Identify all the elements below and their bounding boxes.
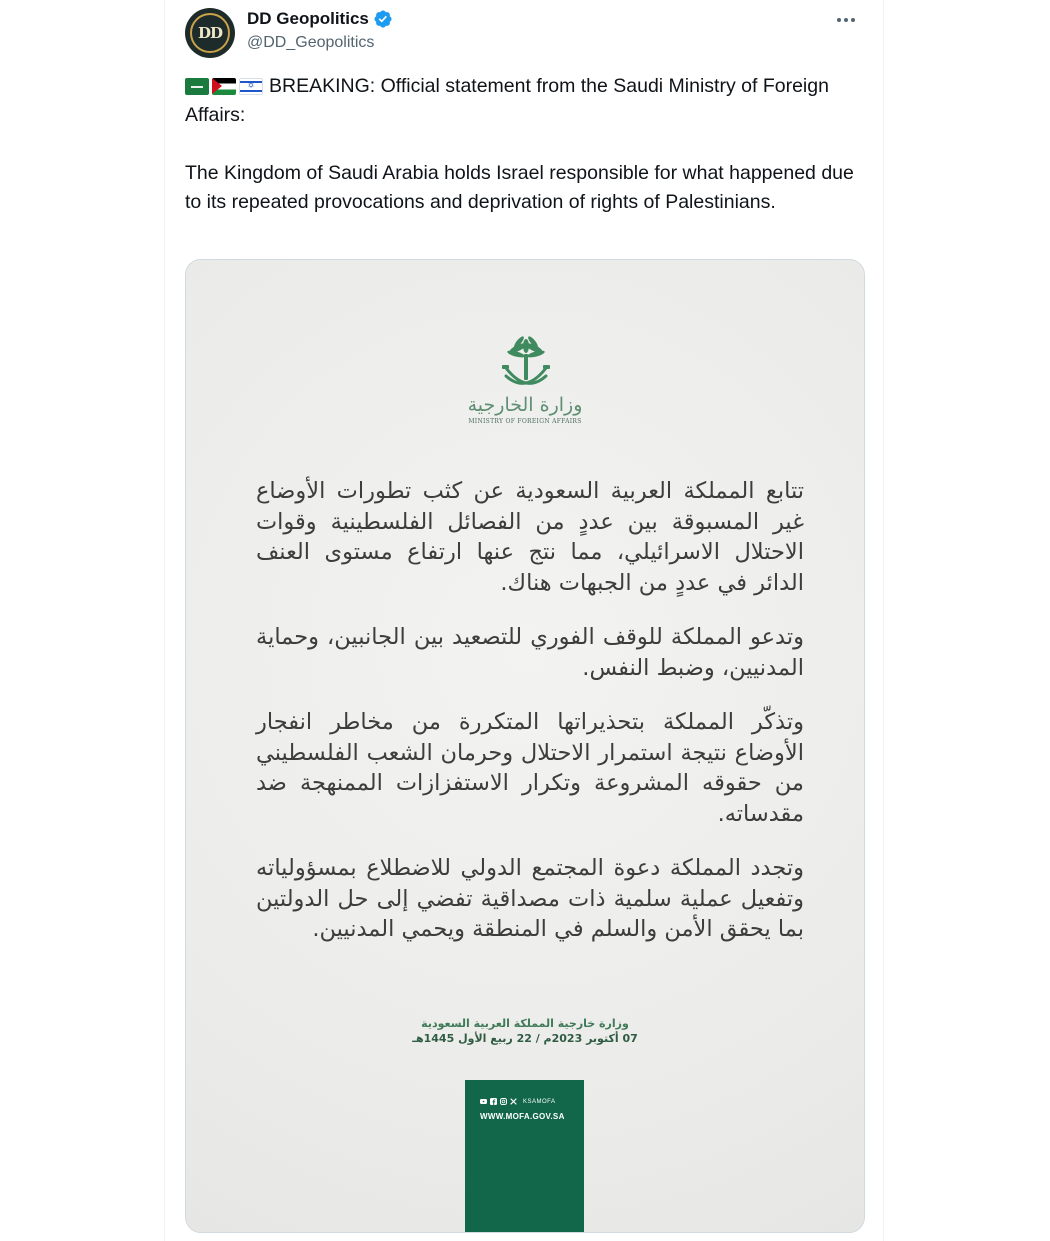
author-display-name[interactable]: DD Geopolitics [247, 9, 369, 28]
facebook-icon [490, 1098, 497, 1105]
saudi-emblem-icon [492, 332, 560, 400]
israel-flag-icon [239, 78, 263, 95]
statement-signature [186, 1016, 864, 1046]
avatar-logo: DD [190, 13, 230, 53]
avatar[interactable] [185, 8, 235, 58]
tweet-card [164, 0, 884, 1241]
more-dot-icon [844, 18, 848, 22]
footer-website: WWW.MOFA.GOV.SA [480, 1112, 565, 1121]
verified-badge-icon [373, 9, 393, 29]
author-name-row[interactable] [247, 9, 393, 29]
footer-handle: KSAMOFA [523, 1098, 556, 1105]
instagram-icon [500, 1098, 507, 1105]
tweet-paragraph-1: BREAKING: Official statement from the Saudi Ministry of Foreign Affairs: [185, 75, 829, 126]
saudi-arabia-flag-icon [185, 78, 209, 95]
statement-body [256, 476, 804, 969]
attached-image[interactable] [185, 259, 865, 1233]
statement-document [186, 260, 864, 1232]
social-icons-row [480, 1098, 556, 1105]
palestine-flag-icon [212, 78, 236, 95]
statement-paragraph-1: تتابع المملكة العربية السعودية عن كثب تطورات الأوضاع غير المسبوقة بين عددٍ من الفصائل الفلسطينية وقوات الاحتلال الاسرائيلي، مما نتج عنها ارتفاع مستوى العنف الدائر في عددٍ من الجبهات هناك. [256, 478, 804, 596]
tweet-text [185, 72, 875, 217]
flag-emojis [185, 78, 263, 95]
more-dot-icon [837, 18, 841, 22]
statement-paragraph-4: وتجدد المملكة دعوة المجتمع الدولي للاضطلاع بمسؤولياته وتفعيل عملية سلمية ذات مصداقية تفضي إلى حل الدولتين بما يحقق الأمن والسلم في المنطقة ويحمي المدنيين. [256, 855, 804, 942]
statement-paragraph-3: وتذكّر المملكة بتحذيراتها المتكررة من مخاطر انفجار الأوضاع نتيجة استمرار الاحتلال وحرمان الشعب الفلسطيني من حقوقه المشروعة وتكرار الاستفزازات الممنهجة ضد مقدساته. [256, 709, 804, 827]
signature-organization: وزارة خارجية المملكة العربية السعودية [421, 1017, 629, 1030]
author-handle[interactable]: @DD_Geopolitics [247, 34, 375, 51]
statement-paragraph-2: وتدعو المملكة للوقف الفوري للتصعيد بين الجانبين، وحماية المدنيين، وضبط النفس. [256, 624, 804, 681]
youtube-icon [480, 1098, 487, 1105]
ministry-footer-block [465, 1080, 584, 1232]
tweet-paragraph-2: The Kingdom of Saudi Arabia holds Israel responsible for what happened due to its repeated provocations and deprivation of rights of Palestinians. [185, 162, 854, 213]
signature-date: 07 أكتوبر 2023م / 22 ربيع الأول 1445هـ [412, 1032, 638, 1045]
ministry-logo-english: MINISTRY OF FOREIGN AFFAIRS [468, 418, 582, 425]
more-dot-icon [851, 18, 855, 22]
ministry-logo-arabic: وزارة الخارجية [467, 394, 583, 416]
more-options-button[interactable] [829, 6, 863, 34]
x-icon [510, 1098, 517, 1105]
